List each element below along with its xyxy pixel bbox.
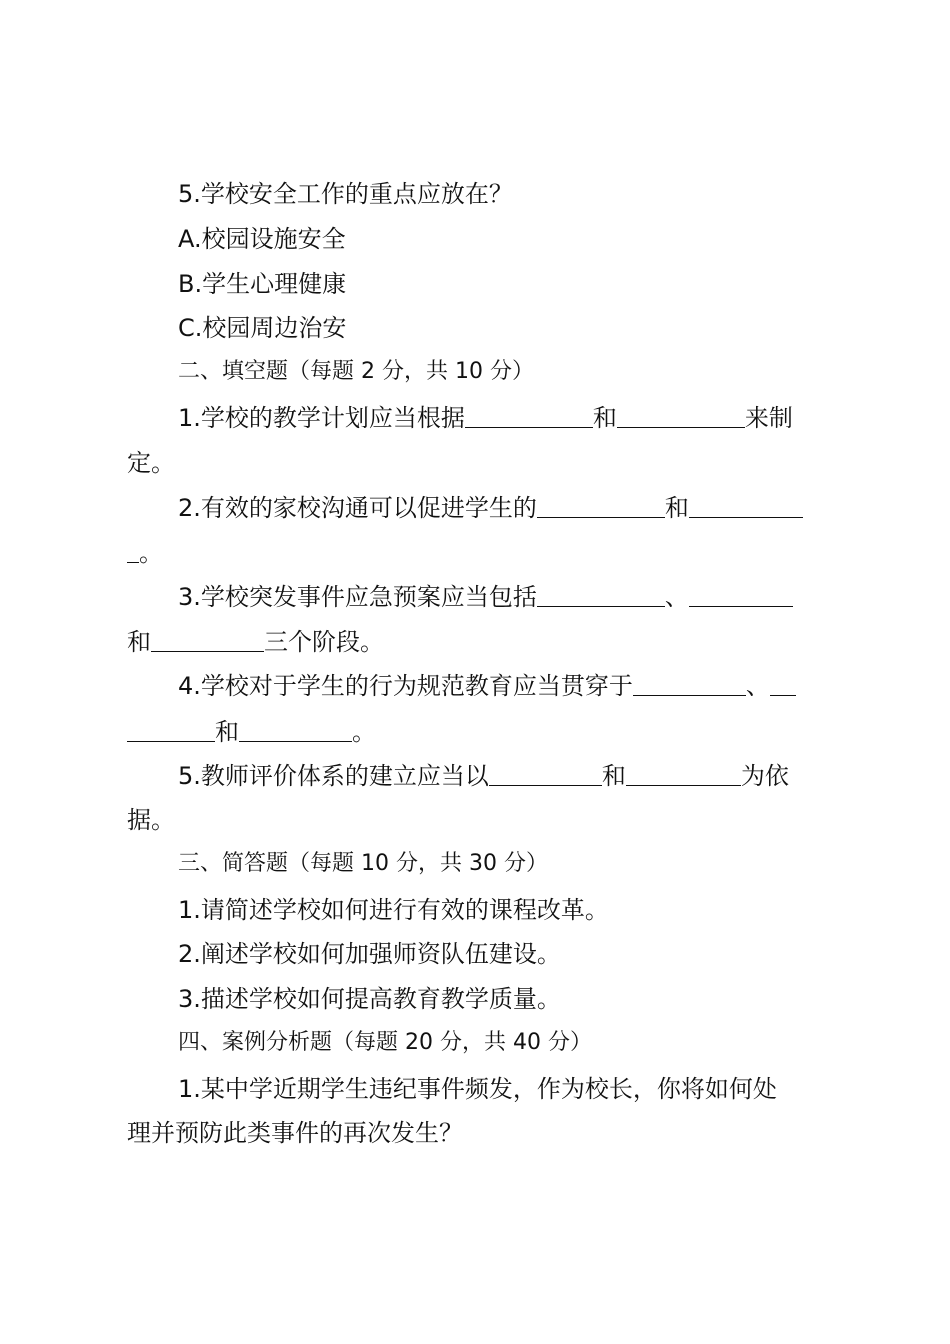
case-item-1-line-1: 1.某中学近期学生违纪事件频发，作为校长，你将如何处 [178, 1075, 777, 1103]
fill-item-1-tail: 来制 [744, 404, 793, 432]
blank-line [465, 400, 593, 428]
blank-line [537, 579, 665, 607]
option-b: B.学生心理健康 [178, 270, 347, 298]
question-5-stem: 5.学校安全工作的重点应放在？ [178, 180, 513, 208]
section-short-heading: 三、简答题（每题 10 分，共 30 分） [178, 851, 548, 876]
fill-item-3-text: 3.学校突发事件应急预案应当包括 [178, 583, 537, 611]
blank-line [617, 400, 745, 428]
short-item-3: 3.描述学校如何提高教育教学质量。 [178, 985, 561, 1013]
fill-item-2-line-2 [127, 533, 827, 573]
fill-item-3-and: 和 [127, 628, 151, 656]
fill-item-4-line-1 [178, 666, 878, 706]
fill-item-4-sep: 、 [745, 672, 770, 700]
blank-line [770, 668, 796, 696]
blank-line [127, 535, 139, 563]
fill-item-1-line-1 [178, 398, 878, 438]
fill-item-3-sep: 、 [664, 583, 689, 611]
fill-item-4-line-2 [127, 712, 827, 752]
fill-item-3-line-1 [178, 577, 878, 617]
blank-line [689, 579, 793, 607]
fill-item-2-line-1 [178, 488, 878, 528]
section-fill-heading: 二、填空题（每题 2 分，共 10 分） [178, 359, 534, 384]
fill-item-5-line-2: 据。 [127, 806, 175, 834]
fill-item-3-line-2 [127, 622, 827, 662]
short-item-2: 2.阐述学校如何加强师资队伍建设。 [178, 940, 561, 968]
fill-item-5-tail: 为依 [740, 762, 789, 790]
blank-line [127, 714, 215, 742]
fill-item-5-text: 5.教师评价体系的建立应当以 [178, 762, 489, 790]
blank-line [626, 758, 741, 786]
blank-line [689, 490, 803, 518]
fill-item-1-line-2: 定。 [127, 449, 175, 477]
blank-line [489, 758, 602, 786]
fill-item-2-and: 和 [664, 494, 689, 522]
fill-item-4-end: 。 [352, 718, 376, 746]
fill-item-3-tail: 三个阶段。 [264, 628, 384, 656]
fill-item-1-and: 和 [592, 404, 617, 432]
fill-item-5-and: 和 [601, 762, 626, 790]
fill-item-2-end: 。 [139, 539, 163, 567]
case-item-1-line-2: 理并预防此类事件的再次发生？ [127, 1119, 463, 1147]
fill-item-4-text: 4.学校对于学生的行为规范教育应当贯穿于 [178, 672, 633, 700]
blank-line [151, 624, 264, 652]
fill-item-1-text: 1.学校的教学计划应当根据 [178, 404, 465, 432]
section-case-heading: 四、案例分析题（每题 20 分，共 40 分） [178, 1030, 592, 1055]
option-c: C.校园周边治安 [178, 314, 347, 342]
fill-item-4-and: 和 [215, 718, 239, 746]
fill-item-2-text: 2.有效的家校沟通可以促进学生的 [178, 494, 537, 522]
blank-line [633, 668, 746, 696]
blank-line [239, 714, 352, 742]
short-item-1: 1.请简述学校如何进行有效的课程改革。 [178, 896, 609, 924]
fill-item-5-line-1 [178, 756, 878, 796]
option-a: A.校园设施安全 [178, 225, 346, 253]
blank-line [537, 490, 665, 518]
